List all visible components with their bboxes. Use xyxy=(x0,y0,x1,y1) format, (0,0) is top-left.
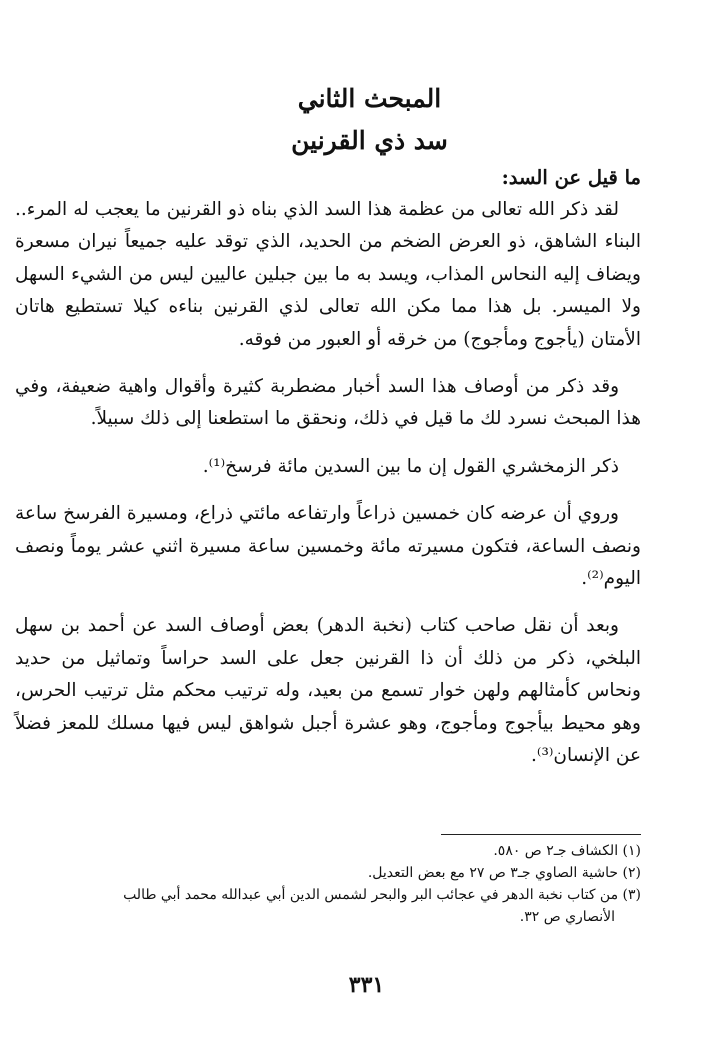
paragraph-3: ذكر الزمخشري القول إن ما بين السدين مائة فرسخ⁽¹⁾. xyxy=(202,455,619,477)
footnote-3-continuation: الأنصاري ص ٣٢. xyxy=(519,909,615,925)
section-heading: ما قيل عن السد: xyxy=(501,166,641,189)
chapter-title: المبحث الثاني xyxy=(297,84,442,113)
footnote-1: (١) الكشاف جـ٢ ص ٥٨٠. xyxy=(493,843,641,859)
footnotes xyxy=(15,840,641,928)
footnote-3: (٣) من كتاب نخبة الدهر في عجائب البر والبحر لشمس الدين أبي عبدالله محمد أبي طالب xyxy=(123,887,641,903)
page-number: ٣٣١ xyxy=(348,972,385,998)
footnote-2: (٢) حاشية الصاوي جـ٣ ص ٢٧ مع بعض التعديل. xyxy=(367,865,641,881)
chapter-subtitle: سد ذي القرنين xyxy=(291,126,448,155)
paragraph-1: لقد ذكر الله تعالى من عظمة هذا السد الذي بناه ذو القرنين ما يعجب له المرء.. البناء الشاهق، ذو العرض الضخم من الحديد، الذي توقد عليه جميعاً نيران مسعرة ويضاف إليه النحاس المذاب، ويسد به ما بين جبلين عاليين ليس من الشيء السهل ولا الميسر. بل هذا مما مكن الله تعالى لذي القرنين بناءه كيلا تستطيع هاتان الأمتان (يأجوج ومأجوج) من خرقه أو العبور من فوقه. xyxy=(15,199,641,350)
body-text xyxy=(15,162,641,773)
paragraph-2: وقد ذكر من أوصاف هذا السد أخبار مضطربة كثيرة وأقوال واهية ضعيفة، وفي هذا المبحث نسرد لك ما قيل في ذلك، ونحقق ما استطعنا إلى ذلك سبيلاً. xyxy=(15,376,641,430)
paragraph-5: وبعد أن نقل صاحب كتاب (نخبة الدهر) بعض أوصاف السد عن أحمد بن سهل البلخي، ذكر من ذلك أن ذا القرنين جعل على السد حراساً وتماثيل من حديد ونحاس كأمثالهم ولهن خوار تسمع من بعيد، وله ترتيب محكم مثل ترتيب الحرس، وهو محيط بيأجوج ومأجوج، وهو عشرة أجبل شواهق ليس فيها مسلك للمعز فضلاً عن الإنسان⁽³⁾. xyxy=(15,615,641,767)
footnote-divider xyxy=(441,834,641,835)
title-block xyxy=(0,78,709,162)
paragraph-4: وروي أن عرضه كان خمسين ذراعاً وارتفاعه مائتي ذراع، ومسيرة الفرسخ ساعة ونصف الساعة، فتكون مسيرته مائة وخمسين ساعة مسيرة اثني عشر يوماً ونصف اليوم⁽²⁾. xyxy=(15,503,641,590)
